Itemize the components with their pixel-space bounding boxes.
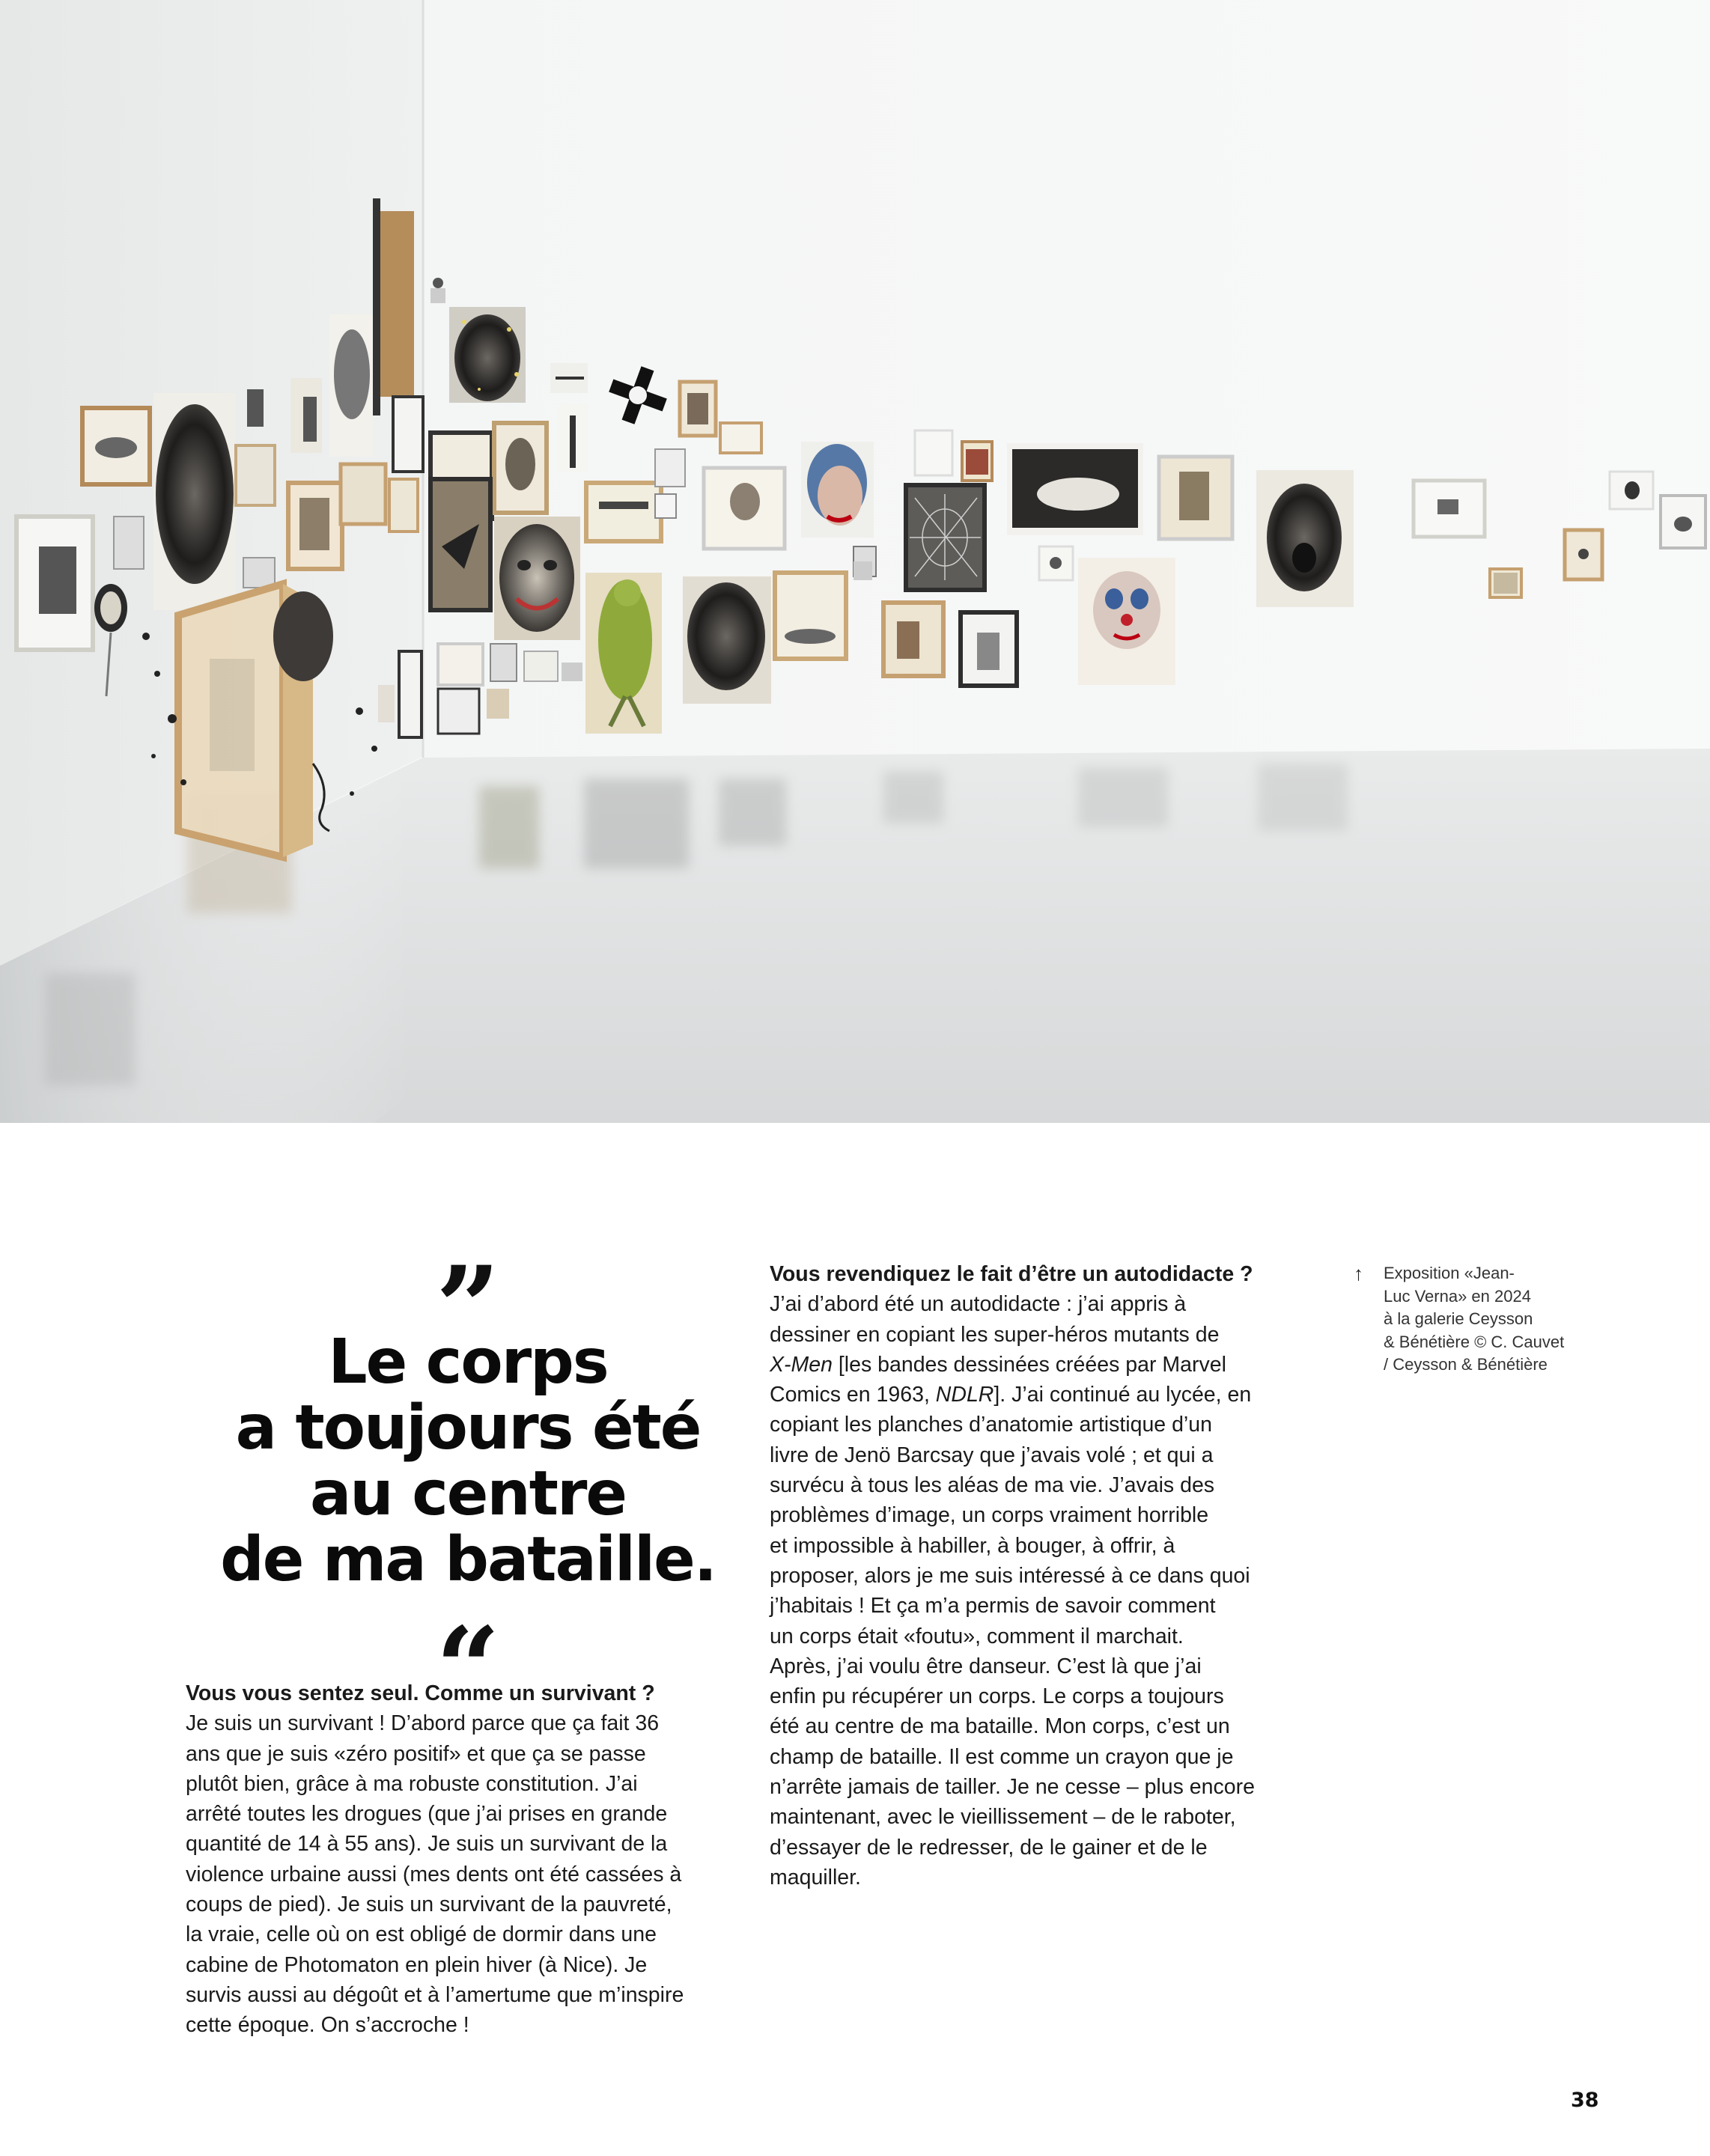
answer-line: copiant les planches d’anatomie artistique d’un	[770, 1413, 1212, 1437]
pull-quote-line: de ma bataille.	[220, 1524, 716, 1595]
answer-line: violence urbaine aussi (mes dents ont été cassées à	[186, 1862, 682, 1886]
answer-line: survis aussi au dégoût et à l’amertume que m’inspire	[186, 1982, 684, 2007]
interview-question: Vous revendiquez le fait d’être un autodidacte ?	[770, 1262, 1253, 1286]
caption-line: Luc Verna» en 2024	[1384, 1286, 1531, 1306]
answer-line: été au centre de ma bataille. Mon corps, c’est un	[770, 1714, 1230, 1739]
answer-line: maintenant, avec le vieillissement – de le raboter,	[770, 1805, 1236, 1830]
interview-column-left	[186, 1678, 755, 2041]
answer-line: dessiner en copiant les super-héros mutants de	[770, 1322, 1220, 1347]
answer-fragment: ]. J’ai continué au lycée, en	[994, 1383, 1252, 1407]
caption-line: / Ceysson & Bénétière	[1384, 1355, 1548, 1374]
pull-quote	[180, 1258, 756, 1671]
answer-line: d’essayer de le redresser, de le gainer et de le	[770, 1835, 1208, 1860]
answer-line: enfin pu récupérer un corps. Le corps a toujours	[770, 1684, 1224, 1709]
pull-quote-text	[180, 1327, 756, 1595]
answer-line: Je suis un survivant ! D’abord parce que ça fait 36	[186, 1711, 660, 1736]
answer-line: j’habitais ! Et ça m’a permis de savoir comment	[770, 1594, 1216, 1618]
answer-line: problèmes d’image, un corps vraiment horrible	[770, 1503, 1209, 1528]
answer-line: n’arrête jamais de tailler. Je ne cesse – plus encore	[770, 1775, 1255, 1800]
answer-line: livre de Jenö Barcsay que j’avais volé ; et qui a	[770, 1443, 1214, 1467]
caption-line: Exposition «Jean-	[1384, 1264, 1515, 1282]
answer-line: champ de bataille. Il est comme un crayon que je	[770, 1744, 1234, 1769]
italic-title: X-Men	[770, 1352, 833, 1377]
answer-line: arrêté toutes les drogues (que j’ai prises en grande	[186, 1802, 668, 1827]
answer-line: quantité de 14 à 55 ans). Je suis un survivant de la	[186, 1832, 668, 1857]
italic-note: NDLR	[935, 1383, 994, 1407]
answer-line: ans que je suis «zéro positif» et que ça se passe	[186, 1741, 646, 1766]
answer-line: la vraie, celle où on est obligé de dormir dans une	[186, 1922, 657, 1947]
answer-line: J’ai d’abord été un autodidacte : j’ai appris à	[770, 1292, 1187, 1317]
answer-line: un corps était «foutu», comment il marchait.	[770, 1624, 1184, 1648]
pull-quote-line: au centre	[309, 1458, 627, 1529]
answer-line: cabine de Photomaton en plein hiver (à Nice). Je	[186, 1952, 648, 1977]
interview-question: Vous vous sentez seul. Comme un survivant ?	[186, 1681, 655, 1705]
answer-line	[770, 1380, 1294, 1410]
caption-line: & Bénétière © C. Cauvet	[1384, 1332, 1565, 1351]
answer-line: survécu à tous les aléas de ma vie. J’avais des	[770, 1473, 1215, 1498]
answer-line: proposer, alors je me suis intéressé à ce dans quoi	[770, 1563, 1250, 1588]
opening-quote-mark	[180, 1258, 756, 1310]
pull-quote-line: a toujours été	[235, 1392, 701, 1464]
pull-quote-line: Le corps	[328, 1327, 608, 1398]
answer-line: cette époque. On s’accroche !	[186, 2013, 469, 2038]
caption-text	[1384, 1262, 1578, 1377]
answer-line	[770, 1350, 1294, 1380]
answer-line: plutôt bien, grâce à ma robuste constitution. J’ai	[186, 1771, 638, 1796]
interview-column-right	[770, 1259, 1294, 1892]
answer-line: coups de pied). Je suis un survivant de la pauvreté,	[186, 1892, 672, 1917]
answer-line: Après, j’ai voulu être danseur. C’est là que j’ai	[770, 1654, 1202, 1678]
answer-fragment: [les bandes dessinées créées par Marvel	[832, 1352, 1226, 1377]
page-number: 38	[1571, 2089, 1599, 2112]
closing-quote-mark	[180, 1618, 756, 1671]
answer-line: maquiller.	[770, 1865, 861, 1889]
arrow-up-icon: ↑	[1354, 1262, 1363, 1285]
caption-line: à la galerie Ceysson	[1384, 1309, 1533, 1328]
photo-caption	[1354, 1262, 1578, 1377]
answer-fragment: Comics en 1963,	[770, 1383, 936, 1407]
answer-line: et impossible à habiller, à bouger, à offrir, à	[770, 1533, 1175, 1558]
